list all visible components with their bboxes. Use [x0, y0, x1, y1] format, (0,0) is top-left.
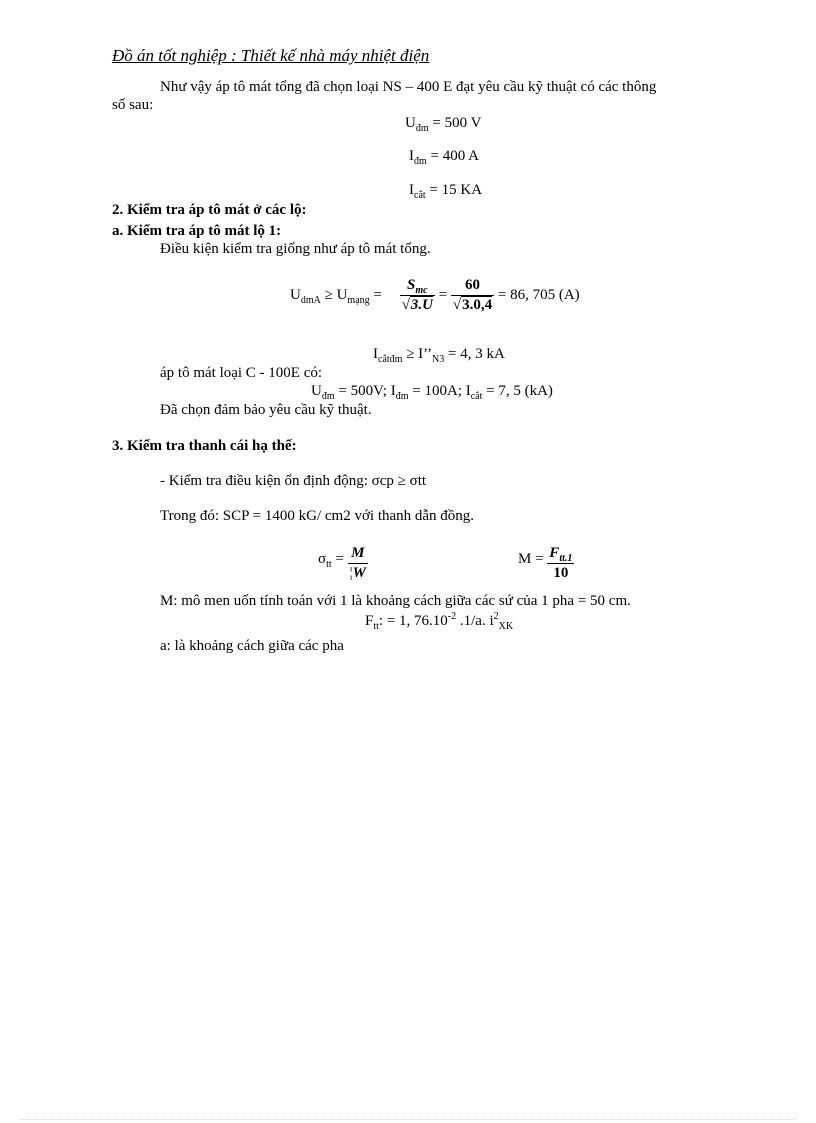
- ftt-formula: [365, 611, 514, 632]
- intro-line-2: số sau:: [112, 97, 154, 113]
- dynamic-stability-condition: - Kiểm tra điều kiện ổn định động: σcp ≥ σtt: [160, 473, 427, 489]
- eq1-fraction-1: [400, 278, 435, 313]
- moment-fraction: [547, 546, 574, 581]
- section-2a-heading: a. Kiểm tra áp tô mát lộ 1:: [112, 223, 282, 239]
- spec-u-sub: đm: [415, 123, 429, 134]
- spec-breaking: [409, 182, 483, 201]
- equation-2: [373, 346, 505, 365]
- c100-u: U: [311, 383, 322, 399]
- c100-specs: [311, 383, 553, 402]
- c100-i-val: = 100A;: [408, 383, 466, 399]
- sigma-num: M: [348, 546, 368, 564]
- eq1-f1-den: √3.U: [401, 297, 433, 313]
- intro-line-1: Như vậy áp tô mát tổng đã chọn loại NS – 400 E đạt yêu cầu kỹ thuật có các thông: [160, 79, 657, 95]
- moment-formula: [518, 546, 574, 581]
- ensure-text: Đã chọn đảm bảo yêu cầu kỹ thuật.: [160, 402, 372, 418]
- c100-u-val: = 500V;: [334, 383, 391, 399]
- eq2-sym: I: [373, 346, 378, 362]
- c100-u-sub: đm: [321, 391, 335, 402]
- c100-c-val: = 7, 5 (kA): [482, 383, 553, 399]
- c100-i-sub: đm: [395, 391, 409, 402]
- ftt-exp: -2: [447, 611, 457, 622]
- eq1-f1-num: $S_{mc}$: [400, 278, 435, 296]
- ftt-xk: XK: [498, 621, 514, 632]
- spec-c-sub: cắt: [414, 190, 426, 201]
- eq2-val: = 4, 3 kA: [444, 346, 505, 362]
- eq2-rest: ≥ I’’: [402, 346, 433, 362]
- spec-voltage: [405, 115, 482, 134]
- sigma-symbol: σ: [318, 550, 327, 567]
- spec-i-value: = 400 A: [426, 148, 479, 164]
- ftt-sub: tt: [373, 621, 379, 632]
- eq1-mang-sub: mạng: [347, 294, 370, 306]
- sigma-fraction: [348, 546, 368, 581]
- eq2-n3: N3: [432, 354, 445, 365]
- spec-i-sub: đm: [414, 156, 427, 167]
- moment-description: M: mô men uốn tính toán với 1 là khoảng cách giữa các sứ của 1 pha = 50 cm.: [160, 593, 631, 609]
- condition-text: Điều kiện kiểm tra giống như áp tô mát tổng.: [160, 241, 431, 257]
- moment-den: 10: [553, 565, 569, 581]
- eq1-f2-num: 60: [451, 278, 494, 296]
- sigma-sub: tt: [326, 558, 332, 570]
- spec-u-symbol: U: [405, 115, 416, 131]
- c100-c-sub: cắt: [470, 391, 483, 402]
- spec-u-value: = 500 V: [428, 115, 482, 131]
- page-header: Đồ án tốt nghiệp : Thiết kế nhà máy nhiệt điện: [112, 46, 430, 65]
- section-3-heading: 3. Kiểm tra thanh cái hạ thế:: [112, 438, 297, 454]
- moment-num: $F_{tt.1}$: [549, 545, 573, 564]
- phase-distance-description: a: là khoảng cách giữa các pha: [160, 638, 344, 654]
- eq1-fraction-2: [451, 278, 494, 313]
- spec-c-value: = 15 KA: [425, 182, 483, 198]
- eq1-eq: =: [369, 286, 386, 303]
- ftt-sup2: 2: [493, 611, 499, 622]
- section-2-heading: 2. Kiểm tra áp tô mát ở các lộ:: [112, 202, 307, 218]
- sigma-den: ¦W: [349, 565, 366, 581]
- eq1-result: = 86, 705 (A): [494, 286, 580, 303]
- eq1-lhs-sub: dmA: [300, 294, 321, 306]
- spec-c-symbol: I: [409, 182, 414, 198]
- eq1-f2-den: √3.0,4: [452, 297, 493, 313]
- sigma-eq: =: [331, 550, 348, 567]
- page-bottom-divider: [20, 1119, 796, 1120]
- equation-1: [290, 278, 580, 313]
- spec-i-symbol: I: [409, 148, 414, 164]
- scp-text: Trong đó: SCP = 1400 kG/ cm2 với thanh dẫn đồng.: [160, 508, 475, 524]
- spec-current: [409, 148, 479, 167]
- c100-intro: áp tô mát loại C - 100E có:: [160, 365, 323, 381]
- ftt-a: : = 1, 76.10: [378, 613, 448, 629]
- ftt-sym: F: [365, 613, 374, 629]
- eq1-lhs: U: [290, 286, 301, 303]
- ftt-b: .1/a. i: [456, 613, 494, 629]
- eq1-ge: ≥ U: [320, 286, 348, 303]
- eq1-eq2: =: [434, 286, 451, 303]
- moment-lhs: M =: [518, 550, 548, 567]
- c100-c: I: [465, 383, 471, 399]
- c100-i: I: [390, 383, 396, 399]
- eq2-sub: cắtđm: [378, 354, 403, 365]
- sigma-formula: [318, 546, 368, 581]
